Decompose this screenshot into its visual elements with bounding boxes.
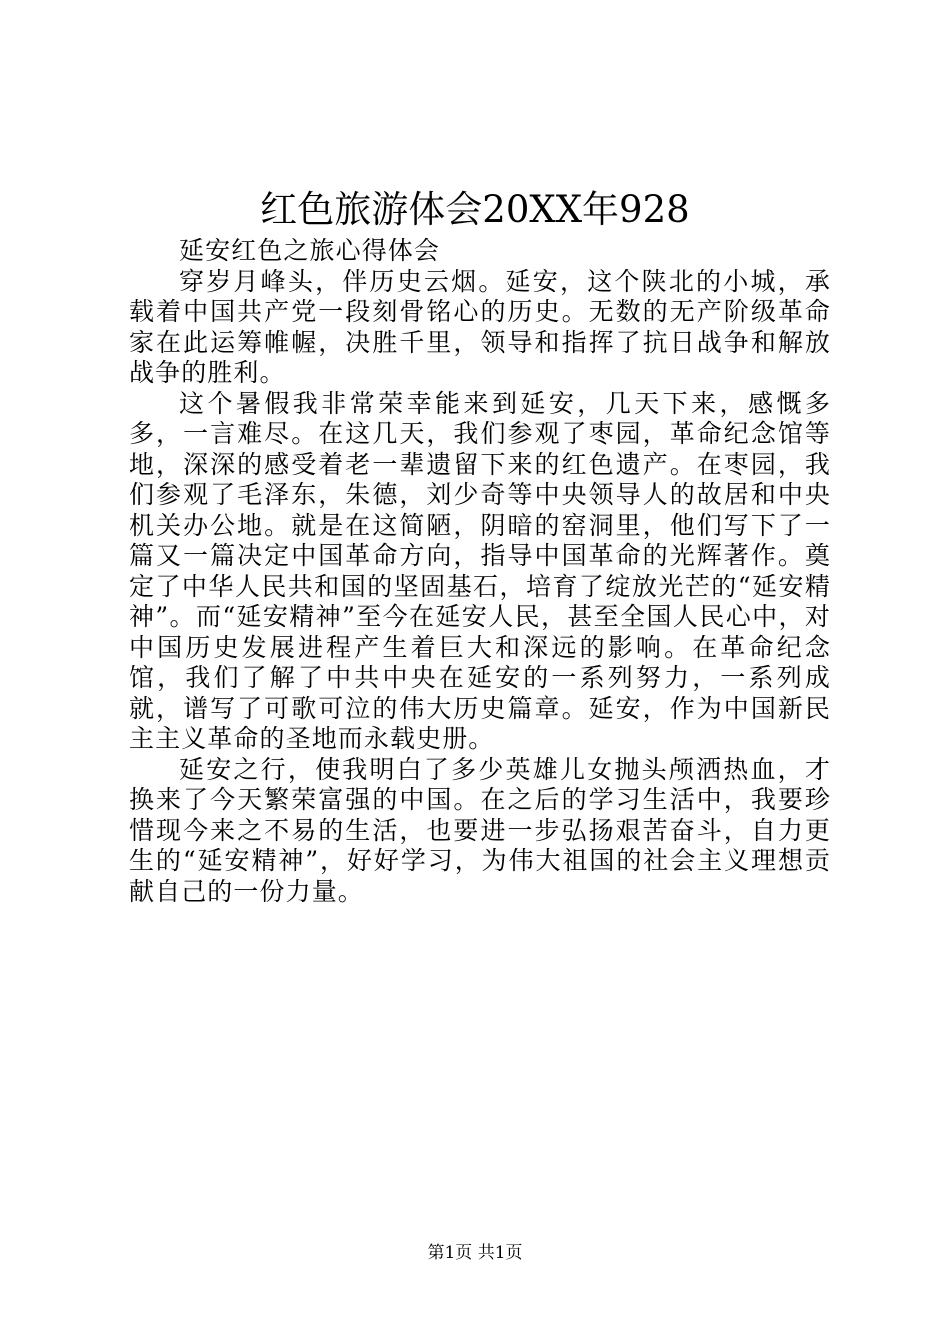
document-body	[129, 236, 831, 907]
paragraph-1: 穿岁月峰头，伴历史云烟。延安，这个陕北的小城，承载着中国共产党一段刻骨铭心的历史。无数的无产阶级革命家在此运筹帷幄，决胜千里，领导和指挥了抗日战争和解放战争的胜利。	[129, 266, 831, 387]
paragraph-2: 这个暑假我非常荣幸能来到延安，几天下来，感慨多多，一言难尽。在这几天，我们参观了枣园，革命纪念馆等地，深深的感受着老一辈遗留下来的红色遗产。在枣园，我们参观了毛泽东，朱德，刘少奇等中央领导人的故居和中央机关办公地。就是在这简陋，阴暗的窑洞里，他们写下了一篇又一篇决定中国革命方向，指导中国革命的光辉著作。奠定了中华人民共和国的坚固基石，培育了绽放光芒的“延安精神”。而“延安精神”至今在延安人民，甚至全国人民心中，对中国历史发展进程产生着巨大和深远的影响。在革命纪念馆，我们了解了中共中央在延安的一系列努力，一系列成就，谱写了可歌可泣的伟大历史篇章。延安，作为中国新民主主义革命的圣地而永载史册。	[129, 388, 831, 753]
paragraph-3: 延安之行，使我明白了多少英雄儿女抛头颅洒热血，才换来了今天繁荣富强的中国。在之后的学习生活中，我要珍惜现今来之不易的生活，也要进一步弘扬艰苦奋斗，自力更生的“延安精神”，好好学习，为伟大祖国的社会主义理想贡献自己的一份力量。	[129, 754, 831, 906]
document-subtitle: 延安红色之旅心得体会	[179, 236, 441, 265]
page-footer: 第1页 共1页	[427, 1243, 523, 1263]
document-title: 红色旅游体会20XX年928	[260, 188, 690, 231]
